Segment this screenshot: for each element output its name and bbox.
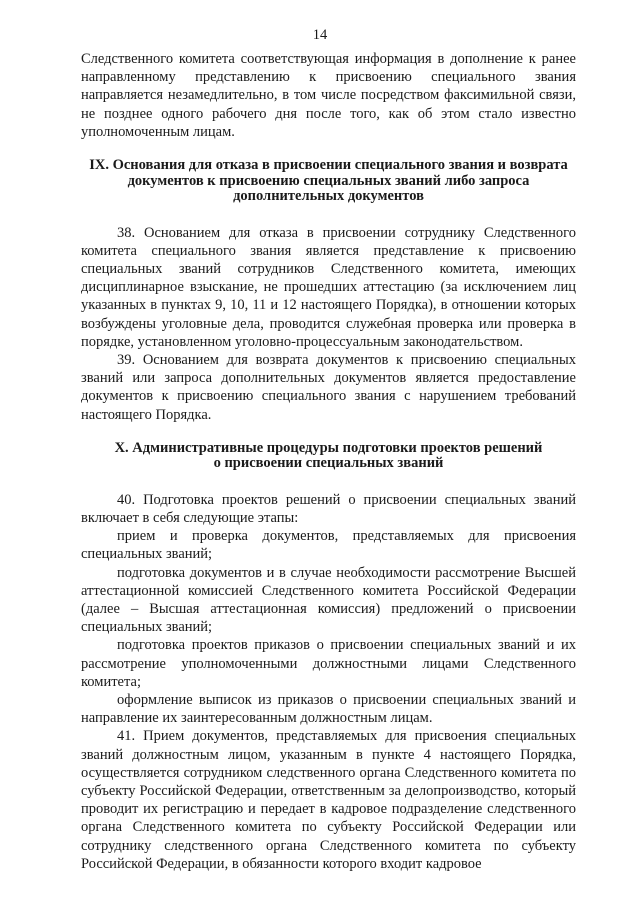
paragraph-40-item-2: подготовка документов и в случае необходимости рассмотрение Высшей аттестационной комиссией Следственного комитета Российской Федерации (далее – Высшая аттестационная комиссия) предложений о присвоении специальных званий; bbox=[81, 564, 576, 636]
section-ix-heading-line: документов к присвоению специальных званий либо запроса bbox=[127, 172, 530, 189]
page-number: 14 bbox=[312, 27, 328, 43]
section-ix-heading bbox=[81, 158, 576, 205]
opening-paragraph: Следственного комитета соответствующая информация в дополнение к ранее направленному представлению к присвоению специального звания направляется незамедлительно, в том числе посредством факсимильной связи, не позднее одного рабочего дня после того, как об этом стало известно уполномоченным лицам. bbox=[81, 51, 576, 140]
section-x-heading-line: X. Административные процедуры подготовки проектов решений bbox=[114, 439, 543, 456]
paragraph-40-item-4: оформление выписок из приказов о присвоении специальных званий и направление их заинтересованным должностным лицам. bbox=[81, 691, 576, 727]
document-body bbox=[81, 50, 576, 873]
paragraph-39: 39. Основанием для возврата документов к присвоению специальных званий или запроса дополнительных документов является предоставление документов к присвоению специального звания с нарушением требований настоящего Порядка. bbox=[81, 351, 576, 423]
section-x-heading bbox=[81, 441, 576, 472]
paragraph-40-item-3: подготовка проектов приказов о присвоении специальных званий и их рассмотрение уполномоченными должностными лицами Следственного комитета; bbox=[81, 637, 576, 690]
paragraph-40-item-1: прием и проверка документов, представляемых для присвоения специальных званий; bbox=[81, 528, 576, 563]
section-ix-heading-line: дополнительных документов bbox=[233, 188, 424, 205]
paragraph-40: 40. Подготовка проектов решений о присвоении специальных званий включает в себя следующие этапы: bbox=[81, 491, 576, 526]
section-x-heading-line: о присвоении специальных званий bbox=[213, 455, 444, 472]
paragraph-38: 38. Основанием для отказа в присвоении сотруднику Следственного комитета специального звания является представление к присвоению специальных званий сотрудников Следственного комитета, имеющих дисциплинарное взыскание, не прошедших аттестацию (за исключением лиц указанных в пунктах 9, 10, 11 и 12 настоящего Порядка), в отношении которых возбуждены уголовные дела, проводится служебная проверка или проверка в порядке, установленном уголовно-процессуальным законодательством. bbox=[81, 224, 576, 350]
paragraph-41: 41. Прием документов, представляемых для присвоения специальных званий должностным лицом, указанным в пункте 4 настоящего Порядка, осуществляется сотрудником следственного органа Следственного комитета по субъекту Российской Федерации, ответственным за делопроизводство, который проводит их регистрацию и передает в кадровое подразделение следственного органа Следственного комитета по субъекту Российской Федерации или сотруднику следственного органа Следственного комитета по субъекту Российской Федерации, в обязанности которого входит кадровое bbox=[81, 728, 576, 872]
section-ix-heading-line: IX. Основания для отказа в присвоении специального звания и возврата bbox=[89, 157, 568, 174]
